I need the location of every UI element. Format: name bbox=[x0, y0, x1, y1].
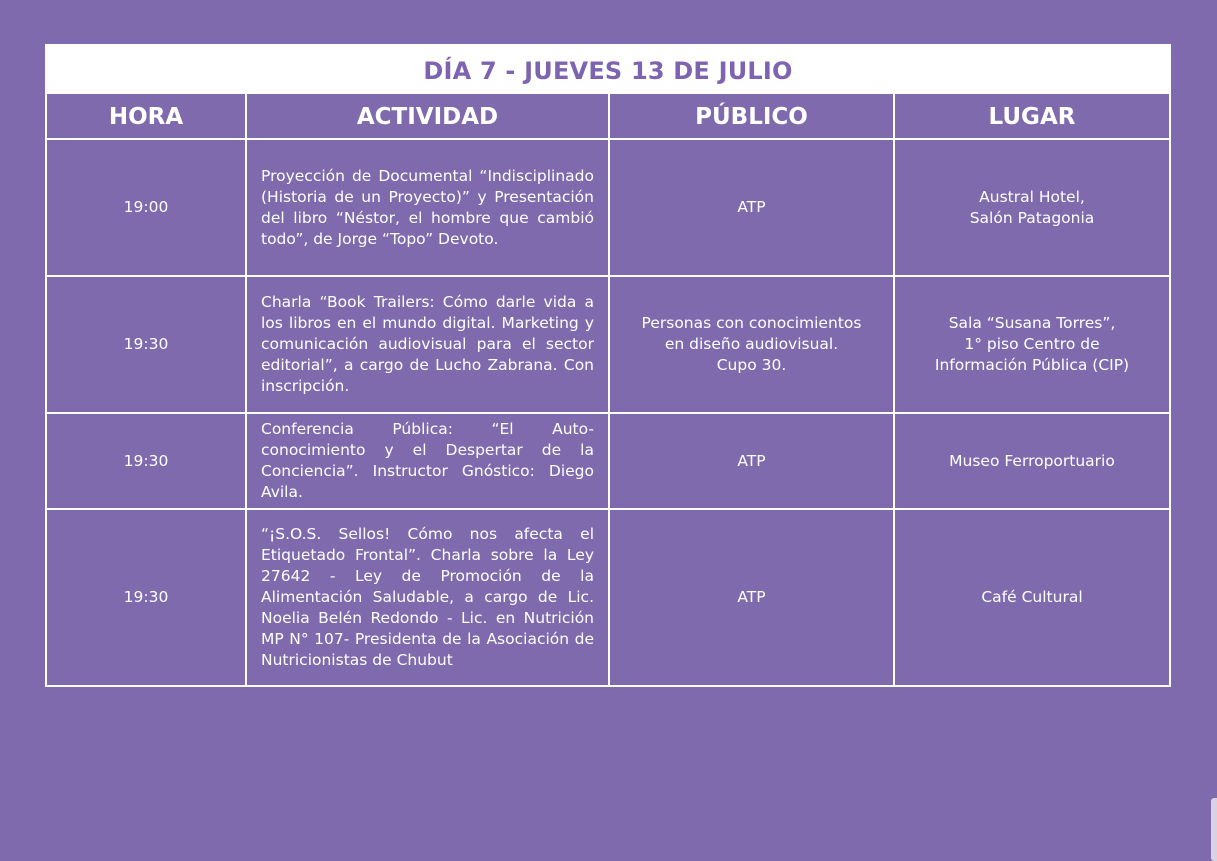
cell-publico: ATP bbox=[609, 509, 894, 685]
cell-hora: 19:00 bbox=[47, 139, 246, 276]
schedule-title: DÍA 7 - JUEVES 13 DE JULIO bbox=[47, 46, 1169, 94]
cell-lugar: Austral Hotel, Salón Patagonia bbox=[894, 139, 1169, 276]
table-row bbox=[47, 509, 1169, 685]
header-row bbox=[47, 94, 1169, 139]
cell-lugar: Café Cultural bbox=[894, 509, 1169, 685]
cell-lugar: Museo Ferroportuario bbox=[894, 413, 1169, 509]
cell-publico: Personas con conocimientos en diseño audiovisual. Cupo 30. bbox=[609, 276, 894, 413]
cell-actividad: Charla “Book Trailers: Cómo darle vida a los libros en el mundo digital. Marketing y comunicación audiovisual para el sector editorial”, a cargo de Lucho Zabrana. Con inscripción. bbox=[246, 276, 609, 413]
header-hora: HORA bbox=[47, 94, 246, 139]
cell-hora: 19:30 bbox=[47, 276, 246, 413]
header-publico: PÚBLICO bbox=[609, 94, 894, 139]
header-actividad: ACTIVIDAD bbox=[246, 94, 609, 139]
schedule-grid bbox=[47, 94, 1169, 685]
header-lugar: LUGAR bbox=[894, 94, 1169, 139]
table-row bbox=[47, 413, 1169, 509]
cell-actividad: Conferencia Pública: “El Auto-conocimiento y el Despertar de la Conciencia”. Instructor Gnóstico: Diego Avila. bbox=[246, 413, 609, 509]
cell-hora: 19:30 bbox=[47, 509, 246, 685]
cell-actividad: Proyección de Documental “Indisciplinado (Historia de un Proyecto)” y Presentación del libro “Néstor, el hombre que cambió todo”, de Jorge “Topo” Devoto. bbox=[246, 139, 609, 276]
cell-lugar: Sala “Susana Torres”, 1° piso Centro de Información Pública (CIP) bbox=[894, 276, 1169, 413]
cell-publico: ATP bbox=[609, 139, 894, 276]
table-row bbox=[47, 276, 1169, 413]
schedule-table bbox=[45, 44, 1171, 687]
table-row bbox=[47, 139, 1169, 276]
cell-publico: ATP bbox=[609, 413, 894, 509]
scrollbar-thumb[interactable] bbox=[1211, 798, 1217, 861]
cell-hora: 19:30 bbox=[47, 413, 246, 509]
cell-actividad: “¡S.O.S. Sellos! Cómo nos afecta el Etiquetado Frontal”. Charla sobre la Ley 27642 - Ley de Promoción de la Alimentación Saludable, a cargo de Lic. Noelia Belén Redondo - Lic. en Nutrición MP N° 107- Presidenta de la Asociación de Nutricionistas de Chubut bbox=[246, 509, 609, 685]
